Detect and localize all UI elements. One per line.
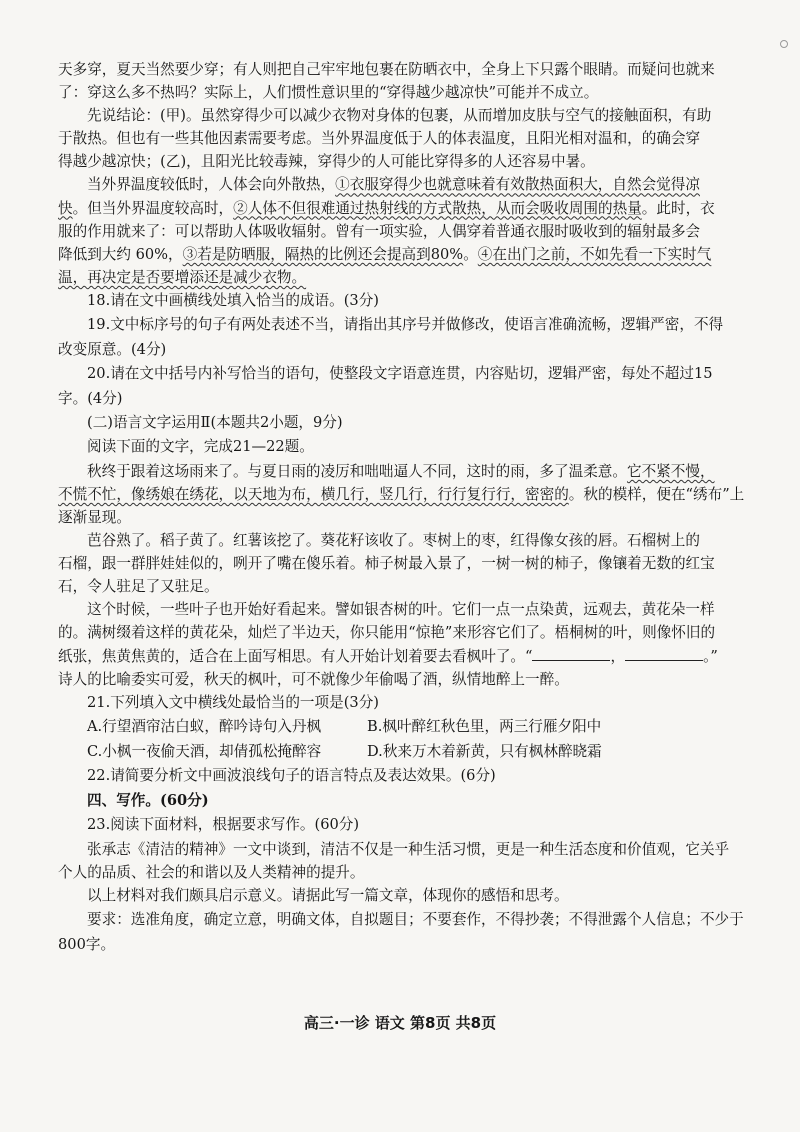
options-row-1 (58, 715, 758, 739)
p2-line6: 石，令人驻足了又驻足。 (58, 578, 219, 596)
sentence-2: ②人体不但很难通过热射线的方式散热，从而会吸收周围的热量 (233, 199, 642, 217)
p1-line8: 服的作用就来了：可以帮助人体吸收辐射。曾有一项实验，人偶穿着普通衣服时吸收到的辐射最多会 (58, 222, 701, 240)
p2-line4: 芭谷熟了。稻子黄了。红薯该挖了。葵花籽该收了。枣树上的枣，红得像女孩的唇。石榴树上的 (87, 532, 700, 550)
material-line2: 个人的品质、社会的和谐以及人类精神的提升。 (58, 863, 365, 881)
sentence-4-end: 温，再决定是否要增添还是减少衣物。 (58, 268, 307, 286)
p2-line3: 逐渐显现。 (58, 508, 131, 526)
p1-line6 (58, 173, 758, 196)
question-20-cont: 字。(4分) (58, 389, 123, 407)
p1-line2: 了：穿这么多不热吗？实际上，人们惯性意识里的“穿得越少越凉快”可能并不成立。 (58, 84, 599, 102)
p1-line10 (58, 266, 758, 289)
option-b: B.枫叶醉红秋色里，两三行雁夕阳中 (367, 718, 602, 736)
wavy-sentence-cont: 不慌不忙，像绣娘在绣花，以天地为布，横几行，竖几行，行行复行行，密密的 (58, 485, 569, 503)
p2-line1 (58, 460, 758, 483)
p2-line2 (58, 483, 758, 506)
option-a: A.行望酒帘沽白蚁，醉吟诗句入丹枫 (87, 718, 322, 736)
material-line1: 张承志《清洁的精神》一文中谈到，清洁不仅是一种生活习惯，更是一种生活态度和价值观，它关乎 (87, 840, 730, 858)
p2-line10: 诗人的比喻委实可爱，秋天的枫叶，可不就像少年偷喝了酒，纵情地醉上一醉。 (58, 670, 569, 688)
text: 。秋的模样，便在“绣布”上 (568, 485, 745, 503)
blank-2 (625, 646, 703, 661)
section-2-instruction: 阅读下面的文字，完成21—22题。 (87, 438, 314, 456)
question-22: 22.请简要分析文中画波浪线句子的语言特点及表达效果。(6分) (87, 766, 496, 784)
p1-line5: 得越少越凉快；(乙)，且阳光比较毒辣，穿得少的人可能比穿得多的人还容易中暑。 (58, 153, 595, 171)
p2-line9 (58, 645, 758, 668)
section-2-title: (二)语言文字运用Ⅱ(本题共2小题，9分) (87, 413, 343, 431)
requirement-line2: 800字。 (58, 935, 116, 953)
corner-dot (780, 40, 788, 48)
question-19: 19.文中标序号的句子有两处表述不当，请指出其序号并做修改，使语言准确流畅，逻辑严密，不得 (87, 316, 724, 334)
question-21: 21.下列填入文中横线处最恰当的一项是(3分) (87, 693, 379, 711)
p1-line9 (58, 243, 758, 266)
sentence-4: ④在出门之前，不如先看一下实时气 (477, 245, 712, 263)
text: ， (610, 647, 626, 665)
wavy-sentence: 它不紧不慢， (626, 462, 715, 480)
question-23: 23.阅读下面材料，根据要求写作。(60分) (87, 816, 360, 834)
text: 。” (703, 647, 718, 665)
p1-line4: 于散热。但也有一些其他因素需要考虑。当外界温度低于人的体表温度，且阳光相对温和，的确会穿 (58, 130, 701, 148)
p2-line7: 这个时候，一些叶子也开始好看起来。譬如银杏树的叶。它们一点一点染黄，远观去，黄花朵一样 (87, 601, 715, 619)
text: 当外界温度较低时，人体会向外散热， (87, 176, 336, 194)
text: 秋终于跟着这场雨来了。与夏日雨的凌厉和咄咄逼人不同，这时的雨，多了温柔意。 (87, 462, 627, 480)
sentence-1: ①衣服穿得少也就意味着有效散热面积大，自然会觉得凉 (335, 176, 700, 194)
text: 。 (463, 245, 478, 263)
question-20: 20.请在文中括号内补写恰当的语句，使整段文字语意连贯，内容贴切，逻辑严密，每处不超过15 (87, 365, 713, 383)
material-line3: 以上材料对我们颇具启示意义。请据此写一篇文章，体现你的感悟和思考。 (87, 886, 569, 904)
page-footer: 高三·一诊 语文 第8页 共8页 (303, 1014, 497, 1032)
text: 。但当外界温度较高时， (72, 199, 234, 217)
options-row-2 (58, 740, 758, 764)
p1-line3: 先说结论：(甲)。虽然穿得少可以减少衣物对身体的包裹，从而增加皮肤与空气的接触面积，有助 (87, 107, 712, 125)
text: 。此时，衣 (641, 199, 715, 217)
blank-1 (532, 646, 610, 661)
p1-line1: 天多穿，夏天当然要少穿；有人则把自己牢牢地包裹在防晒衣中，全身上下只露个眼睛。而疑问也就来 (58, 61, 715, 78)
p2-line8: 的。满树缀着这样的黄花朵，灿烂了半边天，你只能用“惊艳”来形容它们了。梧桐树的叶，则像怀旧的 (58, 624, 716, 642)
sentence-3: ③若是防晒服，隔热的比例还会提高到80% (182, 245, 464, 263)
option-c: C.小枫一夜偷天酒，却倩孤松掩醉容 (87, 742, 322, 760)
writing-title: 四、写作。(60分) (87, 792, 209, 810)
requirement-line1: 要求：选准角度，确定立意，明确文体，自拟题目；不要套作，不得抄袭；不得泄露个人信息；不少于 (87, 911, 744, 929)
exam-page (58, 58, 758, 957)
option-d: D.秋来万木着新黄，只有枫林醉晓霜 (367, 742, 602, 760)
sentence-1-end: 快 (58, 199, 73, 217)
question-19-cont: 改变原意。(4分) (58, 340, 167, 358)
p1-line7 (58, 197, 758, 220)
text: 降低到大约 60%， (58, 245, 183, 263)
text: 纸张，焦黄焦黄的，适合在上面写相思。有人开始计划着要去看枫叶了。“ (58, 647, 533, 665)
question-18: 18.请在文中画横线处填入恰当的成语。(3分) (87, 291, 379, 309)
p2-line5: 石榴，跟一群胖娃娃似的，咧开了嘴在傻乐着。柿子树最入景了，一树一树的柿子，像镶着无数的红宝 (58, 555, 715, 573)
